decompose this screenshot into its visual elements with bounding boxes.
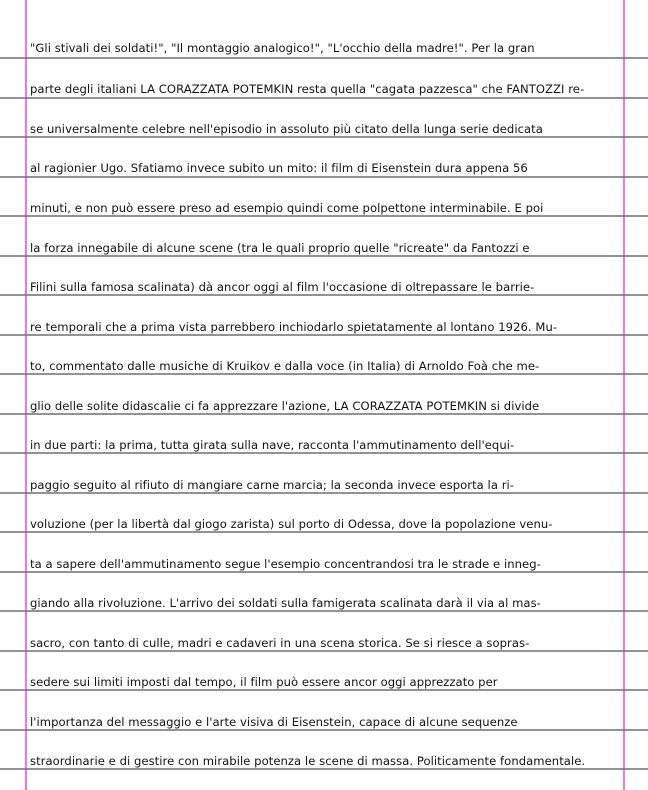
text-line-9: to, commentato dalle musiche di Kruikov e dalla voce (in Italia) di Arnoldo Foà che me- <box>30 359 540 373</box>
text-line-10: glio delle solite didascalie ci fa apprezzare l'azione, LA CORAZZATA POTEMKIN si divide <box>30 399 540 413</box>
text-line-15: giando alla rivoluzione. L'arrivo dei soldati sulla famigerata scalinata darà il via al mas- <box>30 596 541 610</box>
text-line-6: la forza innegabile di alcune scene (tra le quali proprio quelle "ricreate" da Fantozzi e <box>30 241 530 255</box>
text-line-14: ta a sapere dell'ammutinamento segue l'esempio concentrandosi tra le strade e inneg- <box>30 557 541 571</box>
text-line-17: sedere sui limiti imposti dal tempo, il film può essere ancor oggi apprezzato per <box>30 675 498 689</box>
text-line-8: re temporali che a prima vista parrebbero inchiodarlo spietatamente al lontano 1926. Mu- <box>30 320 558 334</box>
text-line-7: Filini sulla famosa scalinata) dà ancor oggi al film l'occasione di oltrepassare le barrie- <box>30 280 535 294</box>
text-line-18: l'importanza del messaggio e l'arte visiva di Eisenstein, capace di alcune sequenze <box>30 715 518 729</box>
text-line-3: se universalmente celebre nell'episodio in assoluto più citato della lunga serie dedicata <box>30 122 543 136</box>
text-line-19: straordinarie e di gestire con mirabile potenza le scene di massa. Politicamente fondamentale. <box>30 754 586 768</box>
text-line-12: paggio seguito al rifiuto di mangiare carne marcia; la seconda invece esporta la ri- <box>30 478 515 492</box>
text-line-1: "Gli stivali dei soldati!", "Il montaggio analogico!", "L'occhio della madre!". Per la gran <box>30 41 535 55</box>
text-line-11: in due parti: la prima, tutta girata sulla nave, racconta l'ammutinamento dell'equi- <box>30 438 515 452</box>
text-line-4: al ragionier Ugo. Sfatiamo invece subito un mito: il film di Eisenstein dura appena 56 <box>30 161 528 175</box>
text-line-16: sacro, con tanto di culle, madri e cadaveri in una scena storica. Se si riesce a sopras- <box>30 636 530 650</box>
text-line-13: voluzione (per la libertà dal giogo zarista) sul porto di Odessa, dove la popolazione venu- <box>30 517 553 531</box>
text-line-5: minuti, e non può essere preso ad esempio quindi come polpettone interminabile. E poi <box>30 201 544 215</box>
text-line-2: parte degli italiani LA CORAZZATA POTEMKIN resta quella "cagata pazzesca" che FANTOZZI re- <box>30 82 585 96</box>
